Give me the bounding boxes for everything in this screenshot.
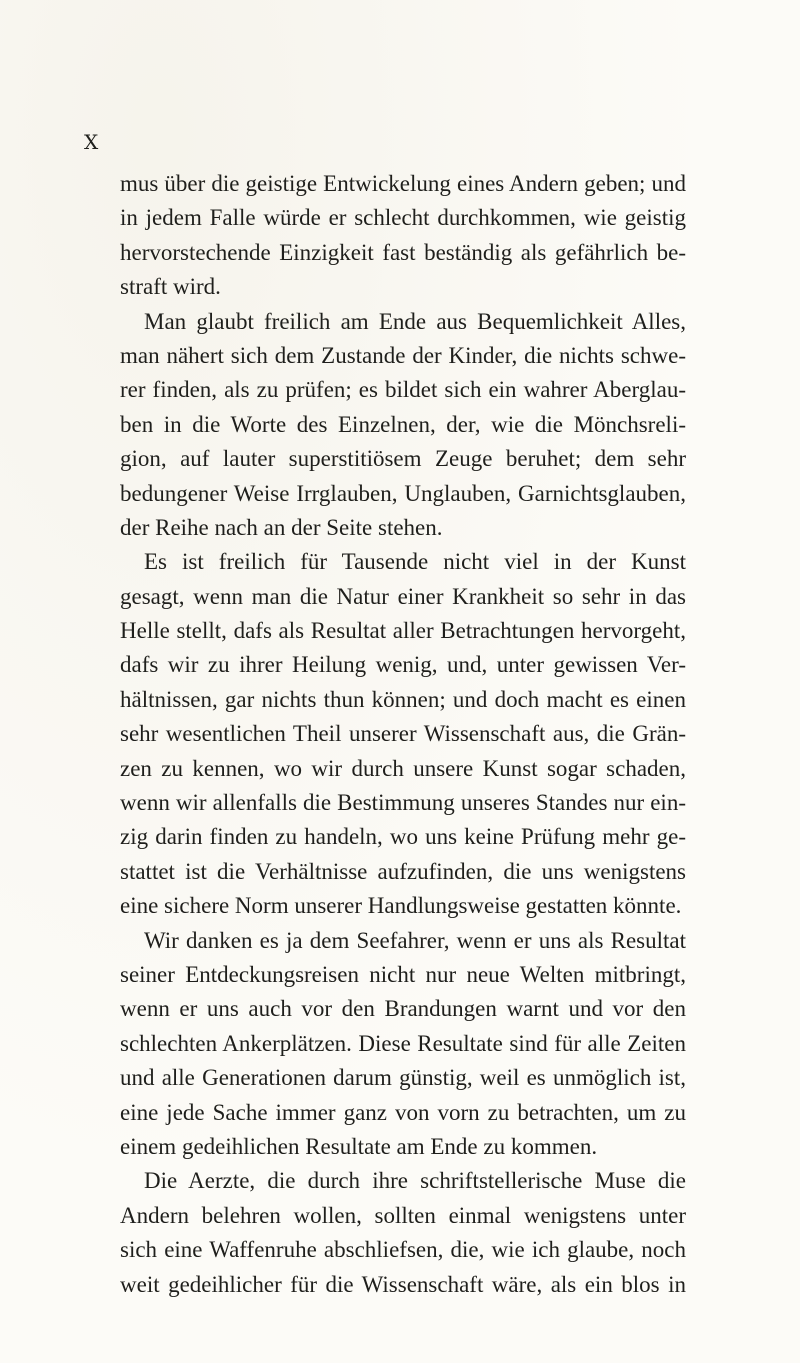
text-line: zig darin finden zu handeln, wo uns keine Prüfung mehr ge- [120,824,686,850]
text-line: wenn wir allenfalls die Bestimmung unseres Standes nur ein- [120,790,686,816]
text-line: der Reihe nach an der Seite stehen. [120,514,443,540]
text-line: wenn er uns auch vor den Brandungen warnt und vor den [120,996,686,1022]
text-line: gion, auf lauter superstitiösem Zeuge beruhet; dem sehr [120,446,686,472]
text-line: zen zu kennen, wo wir durch unsere Kunst sogar schaden, [120,755,686,781]
text-line: dafs wir zu ihrer Heilung wenig, und, unter gewissen Ver- [120,652,686,678]
text-line: straft wird. [120,274,221,300]
text-line: Die Aerzte, die durch ihre schriftstellerische Muse die [144,1168,686,1194]
text-line: sehr wesentlichen Theil unserer Wissenschaft aus, die Grän- [120,721,686,747]
text-line: Es ist freilich für Tausende nicht viel in der Kunst [144,549,686,575]
text-line: eine sichere Norm unserer Handlungsweise gestatten könnte. [120,893,682,919]
text-line: Man glaubt freilich am Ende aus Bequemlichkeit Alles, [144,308,686,334]
text-line: mus über die geistige Entwickelung eines Andern geben; und [120,171,686,196]
text-line: rer finden, als zu prüfen; es bildet sich ein wahrer Aberglau- [120,377,686,403]
text-line: Andern belehren wollen, sollten einmal wenigstens unter [120,1202,686,1228]
text-line: gesagt, wenn man die Natur einer Krankheit so sehr in das [120,583,686,609]
text-line: sich eine Waffenruhe abschliefsen, die, wie ich glaube, noch [120,1237,686,1263]
body-text [120,167,686,1302]
text-line: hältnissen, gar nichts thun können; und doch macht es einen [120,686,686,712]
text-line: eine jede Sache immer ganz von vorn zu betrachten, um zu [120,1099,686,1125]
text-line: bedungener Weise Irrglauben, Unglauben, Garnichtsglauben, [120,480,686,506]
page-number: X [84,130,100,154]
text-line: ben in die Worte des Einzelnen, der, wie die Mönchsreli- [120,411,686,437]
text-line: hervorstechende Einzigkeit fast beständig als gefährlich be- [120,239,686,265]
text-line: seiner Entdeckungsreisen nicht nur neue Welten mitbringt, [120,961,686,987]
text-line: und alle Generationen darum günstig, weil es unmöglich ist, [120,1065,686,1091]
text-line: Helle stellt, dafs als Resultat aller Betrachtungen hervorgeht, [120,618,686,644]
text-line: weit gedeihlicher für die Wissenschaft wäre, als ein blos in [120,1271,686,1297]
text-line: schlechten Ankerplätzen. Diese Resultate sind für alle Zeiten [120,1030,686,1056]
text-line: man nähert sich dem Zustande der Kinder, die nichts schwe- [120,342,686,368]
text-line: stattet ist die Verhältnisse aufzufinden, die uns wenigstens [120,858,686,884]
text-line: Wir danken es ja dem Seefahrer, wenn er uns als Resultat [144,927,686,953]
text-line: in jedem Falle würde er schlecht durchkommen, wie geistig [120,205,686,231]
text-line: einem gedeihlichen Resultate am Ende zu kommen. [120,1133,598,1159]
